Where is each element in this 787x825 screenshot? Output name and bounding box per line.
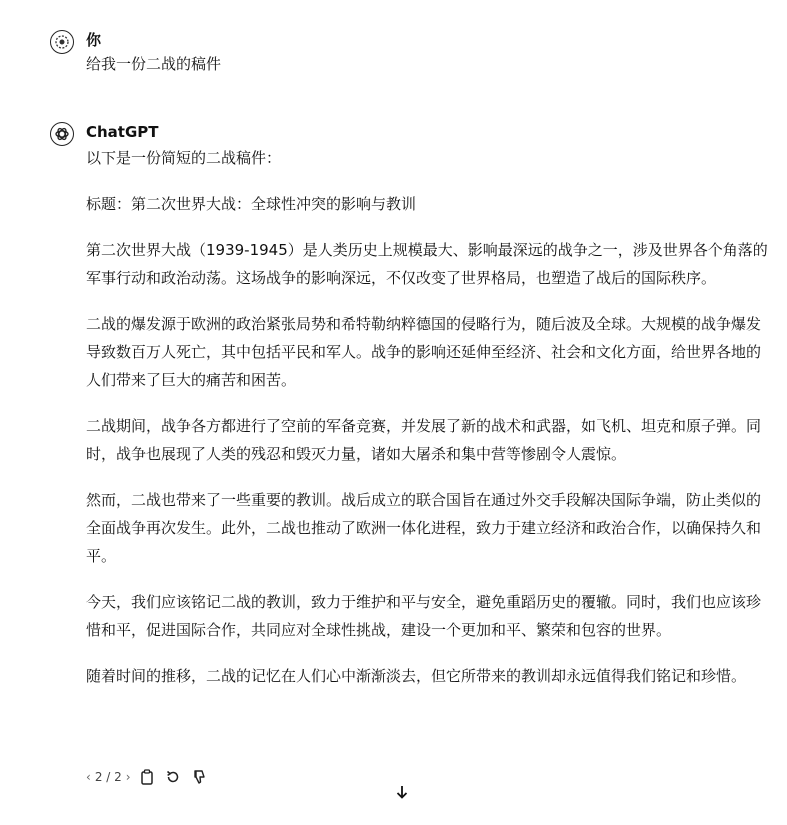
pagination-label: 2 / 2: [94, 770, 122, 784]
user-author-name: 你: [86, 31, 102, 49]
assistant-paragraph: 二战的爆发源于欧洲的政治紧张局势和希特勒纳粹德国的侵略行为，随后波及全球。大规模的战争爆发导致数百万人死亡，其中包括平民和军人。战争的影响还延伸至经济、社会和文化方面，给世界各地的人们带来了巨大的痛苦和困苦。: [86, 315, 762, 389]
message-action-bar: [86, 766, 209, 788]
assistant-message-body: [86, 144, 769, 708]
assistant-paragraph: 以下是一份简短的二战稿件：: [86, 149, 282, 167]
assistant-paragraph: 第二次世界大战（1939-1945）是人类历史上规模最大、影响最深远的战争之一，涉及世界各个角落的军事行动和政治动荡。这场战争的影响深远，不仅改变了世界格局，也塑造了战后的国际秩序。: [86, 241, 768, 287]
assistant-paragraph: 二战期间，战争各方都进行了空前的军备竞赛，并发展了新的战术和武器，如飞机、坦克和原子弹。同时，战争也展现了人类的残忍和毁灭力量，诸如大屠杀和集中营等惨剧令人震惊。: [86, 417, 762, 463]
chatgpt-logo-icon: [50, 122, 74, 146]
user-message-text: 给我一份二战的稿件: [86, 55, 222, 73]
thumbs-down-icon[interactable]: [189, 767, 209, 787]
assistant-paragraph: 标题：第二次世界大战：全球性冲突的影响与教训: [86, 195, 417, 213]
user-avatar-icon: [50, 30, 74, 54]
assistant-paragraph: 今天，我们应该铭记二战的教训，致力于维护和平与安全，避免重蹈历史的覆辙。同时，我们也应该珍惜和平，促进国际合作，共同应对全球性挑战，建设一个更加和平、繁荣和包容的世界。: [86, 593, 762, 639]
chevron-left-icon[interactable]: ‹: [86, 770, 91, 784]
assistant-paragraph: 然而，二战也带来了一些重要的教训。战后成立的联合国旨在通过外交手段解决国际争端，防止类似的全面战争再次发生。此外，二战也推动了欧洲一体化进程，致力于建立经济和政治合作，以确保持久和平。: [86, 491, 762, 565]
regenerate-icon[interactable]: [163, 767, 183, 787]
clipboard-icon[interactable]: [137, 767, 157, 787]
response-pagination: [86, 770, 131, 784]
assistant-author-name: ChatGPT: [86, 123, 159, 141]
assistant-paragraph: 随着时间的推移，二战的记忆在人们心中渐渐淡去，但它所带来的教训却永远值得我们铭记和珍惜。: [86, 667, 747, 685]
chevron-right-icon[interactable]: ›: [125, 770, 131, 784]
arrow-down-icon[interactable]: [392, 781, 412, 803]
